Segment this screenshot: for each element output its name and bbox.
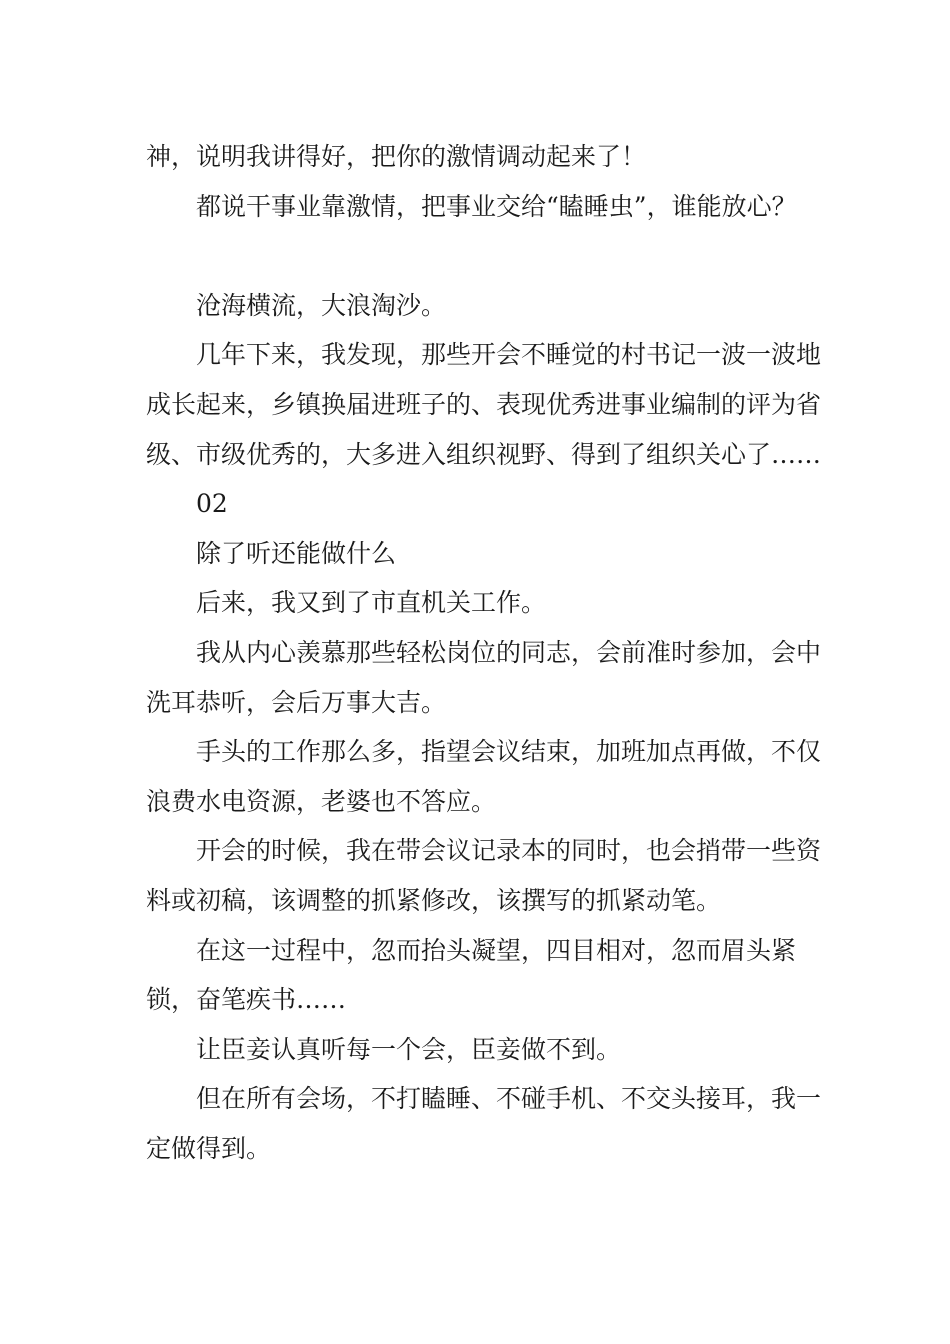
section-number: 02 xyxy=(196,489,228,519)
paragraph: 开会的时候，我在带会议记录本的同时，也会捎带一些资料或初稿，该调整的抓紧修改，该撰写的抓紧动笔。 xyxy=(146,836,822,915)
paragraph: 神，说明我讲得好，把你的激情调动起来了！ xyxy=(146,142,647,171)
paragraph: 几年下来，我发现，那些开会不睡觉的村书记一波一波地成长起来，乡镇换届进班子的、表现优秀进事业编制的评为省级、市级优秀的，大多进入组织视野、得到了组织关心了…… xyxy=(146,340,822,469)
paragraph: 让臣妾认真听每一个会，臣妾做不到。 xyxy=(196,1034,622,1064)
article-body xyxy=(146,132,826,1173)
paragraph: 后来，我又到了市直机关工作。 xyxy=(196,588,547,618)
paragraph-gap xyxy=(146,231,826,281)
section-heading: 除了听还能做什么 xyxy=(196,538,397,568)
paragraph: 沧海横流，大浪淘沙。 xyxy=(196,290,447,320)
paragraph: 但在所有会场，不打瞌睡、不碰手机、不交头接耳，我一定做得到。 xyxy=(146,1084,822,1163)
paragraph: 手头的工作那么多，指望会议结束，加班加点再做，不仅浪费水电资源，老婆也不答应。 xyxy=(146,737,822,816)
paragraph: 我从内心羡慕那些轻松岗位的同志，会前准时参加，会中洗耳恭听，会后万事大吉。 xyxy=(146,637,822,717)
paragraph: 在这一过程中，忽而抬头凝望，四目相对，忽而眉头紧锁，奋笔疾书…… xyxy=(146,935,797,1015)
paragraph: 都说干事业靠激情，把事业交给“瞌睡虫”，谁能放心？ xyxy=(196,191,797,221)
